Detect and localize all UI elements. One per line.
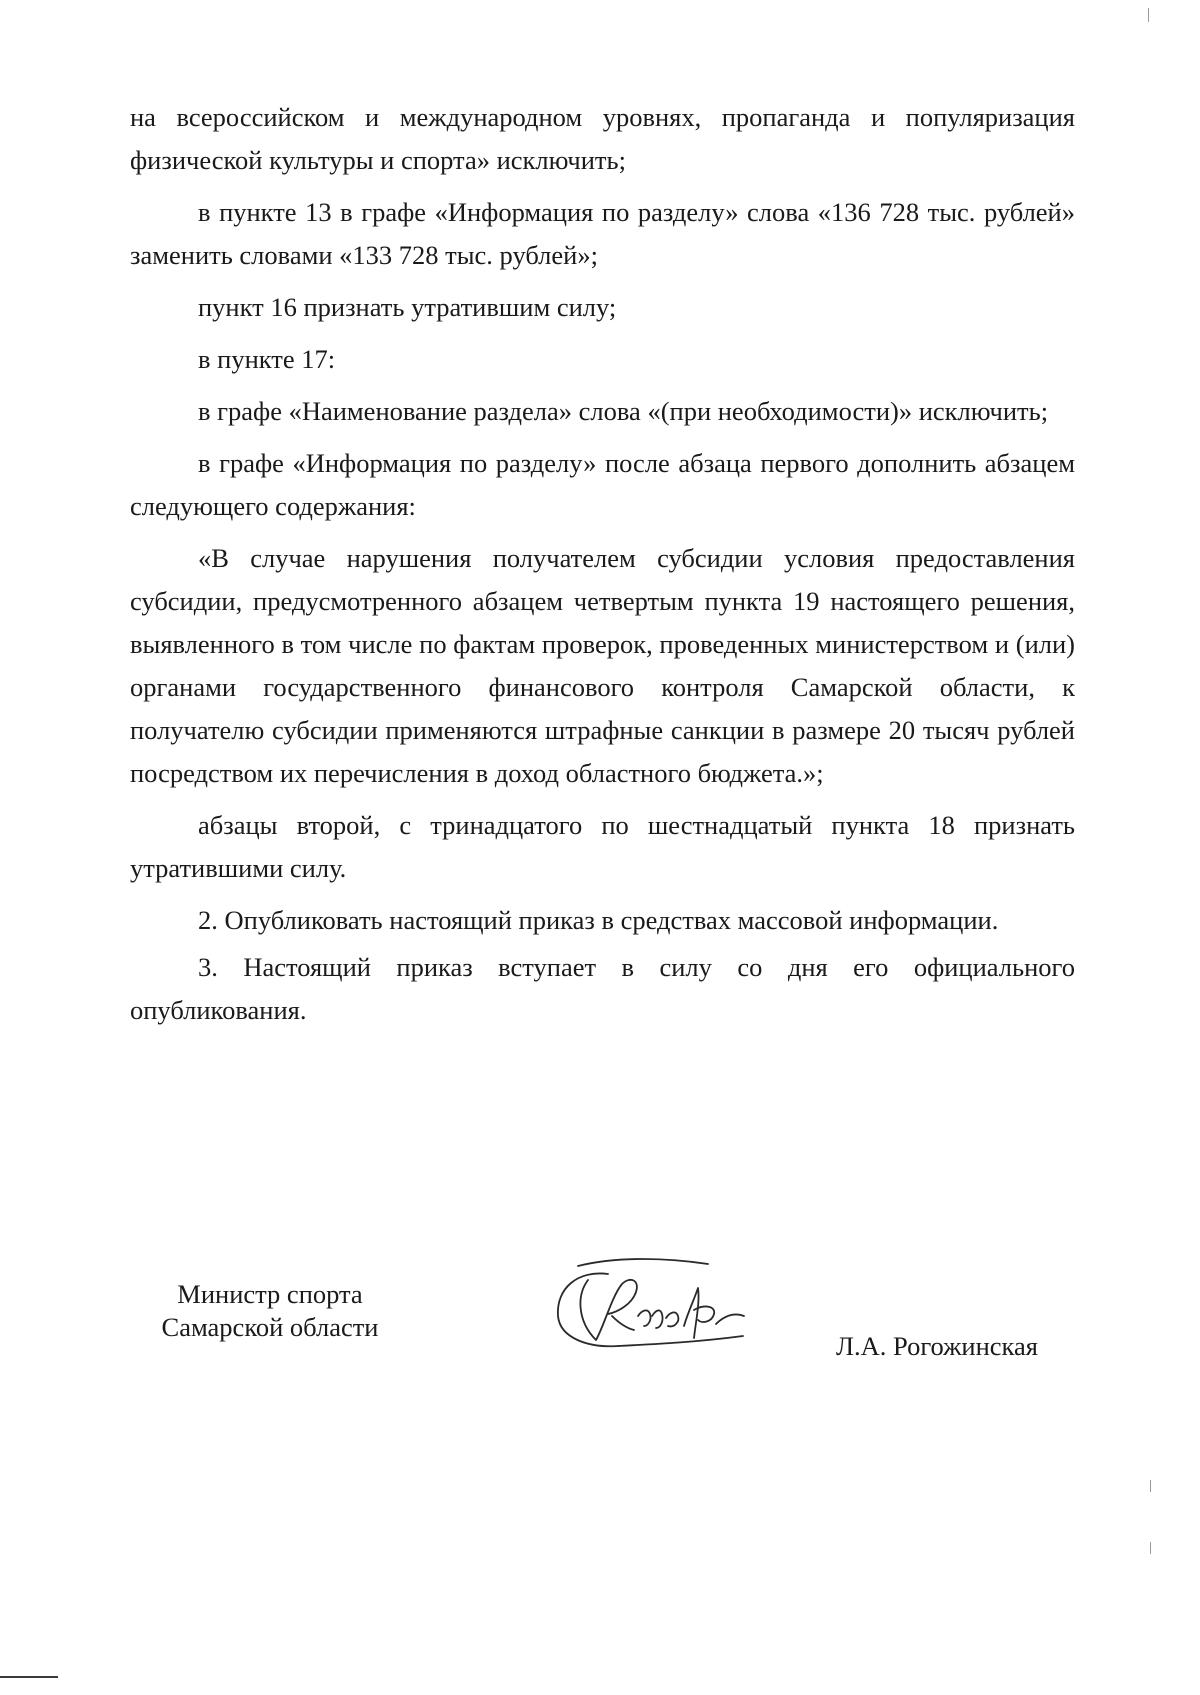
- paragraph-publish: 2. Опубликовать настоящий приказ в средствах массовой информации.: [198, 905, 999, 935]
- paragraph-item-16: пункт 16 признать утратившим силу;: [198, 292, 617, 322]
- paragraph-continuation: на всероссийском и международном уровнях, пропаганда и популяризация физической культуры и спорта» исключить;: [130, 102, 1075, 175]
- scan-edge-line: [0, 1676, 58, 1678]
- scan-artifact: [1148, 8, 1149, 22]
- paragraph-item-13: в пункте 13 в графе «Информация по разделу» слова «136 728 тыс. рублей» заменить словами «133 728 тыс. рублей»;: [130, 197, 1075, 270]
- signatory-position: [150, 1278, 390, 1344]
- paragraph-section-name: в графе «Наименование раздела» слова «(при необходимости)» исключить;: [198, 396, 1049, 426]
- document-body: [130, 96, 1075, 1041]
- signatory-name: Л.А. Рогожинская: [836, 1331, 1038, 1361]
- paragraph-item-17-heading: в пункте 17:: [198, 344, 336, 374]
- paragraph-section-info: в графе «Информация по разделу» после абзаца первого дополнить абзацем следующего содержания:: [130, 448, 1075, 521]
- paragraph-quoted-text: «В случае нарушения получателем субсидии условия предоставления субсидии, предусмотренного абзацем четвертым пункта 19 настоящего решения, выявленного в том числе по фактам проверок, проведенных министерством и (или) органами государственного финансового контроля Самарской области, к получателю субсидии применяются штрафные санкции в размере 20 тысяч рублей посредством их перечисления в доход областного бюджета.»;: [130, 543, 1075, 788]
- scan-artifact: [1150, 1542, 1151, 1554]
- position-line-1: Министр спорта: [177, 1279, 363, 1309]
- handwritten-signature: [548, 1256, 768, 1366]
- paragraph-effective: 3. Настоящий приказ вступает в силу со дня его официального опубликования.: [130, 952, 1075, 1025]
- paragraph-item-18: абзацы второй, с тринадцатого по шестнадцатый пункта 18 признать утратившими силу.: [130, 810, 1075, 883]
- position-line-2: Самарской области: [161, 1312, 379, 1342]
- scan-artifact: [1150, 1480, 1151, 1492]
- signature-block: [0, 1278, 1200, 1388]
